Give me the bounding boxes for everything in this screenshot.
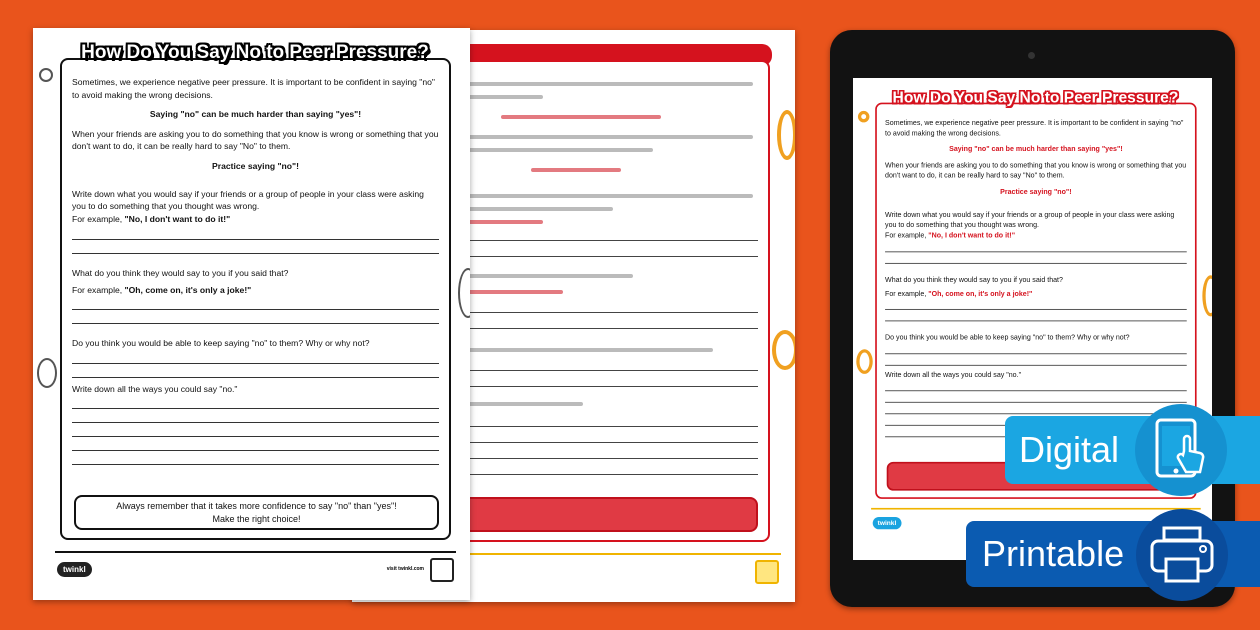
answer-line[interactable] (72, 309, 439, 310)
intro-text: Sometimes, we experience negative peer pressure. It is important to be confident in saying "no" to avoid making the wrong decisions. (885, 118, 1184, 137)
answer-line[interactable] (885, 353, 1187, 354)
answer-line[interactable] (885, 402, 1187, 403)
answer-line[interactable] (885, 365, 1187, 366)
doodle-decoration (1202, 275, 1212, 316)
tablet-touch-icon (1135, 404, 1227, 496)
question-1: Write down what you would say if your friends or a group of people in your class were asking you to do something that you thought was wrong. For example, "No, I don't want to do it!" (885, 209, 1175, 239)
digital-badge (1005, 416, 1260, 484)
paragraph-text: When your friends are asking you to do something that you know is wrong or something that you don't want to do, it can be really hard to say "No" to them. (885, 160, 1187, 180)
answer-line[interactable] (72, 377, 439, 378)
twinkl-logo: twinkl (873, 517, 902, 529)
answer-line[interactable] (72, 436, 439, 437)
answer-line[interactable] (72, 323, 439, 324)
highlight-text: Practice saying "no"! (1000, 187, 1072, 196)
question-2-example: For example, "Oh, come on, it's only a joke!" (72, 284, 252, 295)
quality-stamp-icon (430, 558, 454, 582)
question-2: What do you think they would say to you if you said that? (885, 275, 1063, 284)
twinkl-logo: twinkl (57, 562, 92, 577)
camera-icon (1028, 52, 1035, 59)
digital-label: Digital (1019, 429, 1120, 470)
highlight-text: Practice saying "no"! (212, 160, 299, 171)
printable-badge (966, 521, 1260, 587)
footer-url: visit twinkl.com (386, 566, 424, 572)
answer-line[interactable] (72, 253, 439, 254)
answer-line[interactable] (72, 464, 439, 465)
answer-line[interactable] (885, 309, 1187, 310)
answer-line[interactable] (72, 450, 439, 451)
question-4: Write down all the ways you could say "no." (72, 384, 238, 395)
intro-text: Sometimes, we experience negative peer pressure. It is important to be confident in saying "no" to avoid making the wrong decisions. (72, 77, 435, 100)
worksheet-title: How Do You Say No to Peer Pressure? (892, 89, 1179, 107)
answer-line[interactable] (885, 413, 1187, 414)
question-1: Write down what you would say if your friends or a group of people in your class were asking you to do something that you thought was wrong. For example, "No, I don't want to do it!" (72, 188, 424, 224)
doodle-decoration (858, 111, 870, 123)
doodle-decoration (39, 68, 53, 82)
printer-icon (1136, 509, 1228, 601)
question-2-example: For example, "Oh, come on, it's only a joke!" (885, 289, 1033, 298)
answer-line[interactable] (885, 390, 1187, 391)
highlight-text: Saying "no" can be much harder than saying "yes"! (149, 109, 362, 120)
doodle-decoration (37, 358, 57, 388)
question-2: What do you think they would say to you if you said that? (72, 268, 289, 279)
answer-line[interactable] (72, 239, 439, 240)
paragraph-text: When your friends are asking you to do something that you know is wrong or something that you don't want to do, it can be really hard to say "No" to them. (72, 128, 439, 152)
worksheet-content (60, 58, 451, 540)
question-3: Do you think you would be able to keep saying "no" to them? Why or why not? (72, 337, 370, 348)
answer-line[interactable] (885, 263, 1187, 264)
quality-stamp-icon (755, 560, 779, 584)
worksheet-footer (55, 551, 456, 591)
answer-line[interactable] (72, 363, 439, 364)
doodle-decoration (856, 349, 872, 374)
doodle-decoration (458, 268, 470, 318)
answer-line[interactable] (885, 320, 1187, 321)
answer-line[interactable] (72, 408, 439, 409)
answer-line[interactable] (885, 252, 1187, 253)
question-3: Do you think you would be able to keep saying "no" to them? Why or why not? (885, 332, 1130, 341)
worksheet-bw-version (33, 28, 470, 600)
doodle-decoration (777, 110, 795, 160)
answer-line[interactable] (72, 422, 439, 423)
printable-label: Printable (982, 533, 1125, 574)
highlight-text: Saying "no" can be much harder than saying "yes"! (949, 144, 1123, 153)
doodle-decoration (772, 330, 795, 370)
worksheet-title: How Do You Say No to Peer Pressure? (81, 42, 429, 63)
reminder-banner: Always remember that it takes more confidence to say "no" than "yes"! Make the right choice! (74, 495, 439, 530)
question-4: Write down all the ways you could say "no." (885, 370, 1022, 379)
